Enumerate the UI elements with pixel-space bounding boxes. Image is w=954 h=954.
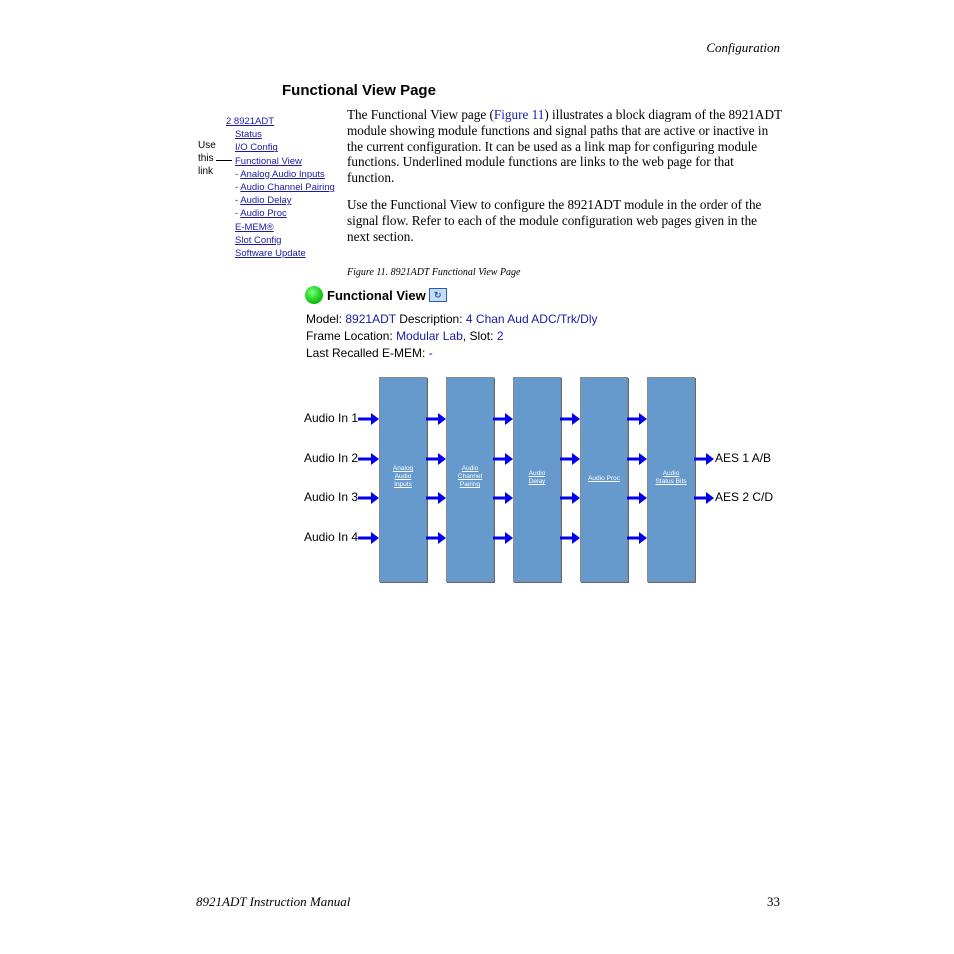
nav-link-audio-proc[interactable]: Audio Proc <box>240 208 287 220</box>
nav-link-status[interactable]: Status <box>235 129 262 141</box>
block-label-line: Audio Proc <box>588 475 620 482</box>
slot-label: , Slot: <box>462 329 494 343</box>
input-arrow-1 <box>358 413 379 425</box>
para-text: ) illustrates a block diagram of the 8921ADT module showing module functions and signal paths that are active or inactive in the current configuration. It can be used as a link map for configuring module functions. Underlined module functions are links to the web page for that function. <box>347 107 782 186</box>
link-arrow-1-4 <box>426 532 446 544</box>
nav-link-software-update[interactable]: Software Update <box>235 248 306 260</box>
block-label-line: Pairing <box>459 481 481 488</box>
nav-caption-line: link <box>198 166 214 177</box>
link-arrow-3-1 <box>560 413 580 425</box>
nav-link-audio-channel-pairing[interactable]: Audio Channel Pairing <box>240 182 335 194</box>
nav-link-functional-view[interactable]: Functional View <box>235 155 302 167</box>
frame-label: Frame Location: <box>306 329 393 343</box>
block-label-line: Inputs <box>394 481 412 488</box>
footer-manual-title: 8921ADT Instruction Manual <box>196 894 351 909</box>
output-label-aes1: AES 1 A/B <box>715 451 772 465</box>
functional-view-heading: Functional View <box>327 287 426 303</box>
block-label-line: Analog <box>392 465 414 472</box>
nav-item-audio-channel-pairing: - Audio Channel Pairing <box>235 182 335 194</box>
model-label: Model: <box>306 312 343 326</box>
section-title: Functional View Page <box>282 82 436 99</box>
block-label-line: Delay <box>528 478 546 485</box>
emem-label: Last Recalled E-MEM: <box>306 346 426 360</box>
figure-caption: Figure 11. 8921ADT Functional View Page <box>347 267 521 278</box>
input-label-3: Audio In 3 <box>304 490 359 504</box>
model-value: 8921ADT <box>345 312 396 326</box>
nav-link-slot-config[interactable]: Slot Config <box>235 234 282 246</box>
slot-value: 2 <box>496 329 504 343</box>
nav-caption-line: Use <box>198 140 216 151</box>
link-arrow-1-3 <box>426 492 446 504</box>
link-arrow-2-3 <box>493 492 513 504</box>
block-label-line: Status Bits <box>655 478 687 485</box>
output-arrow-1 <box>694 453 714 465</box>
nav-item-analog-audio-inputs: - Analog Audio Inputs <box>235 168 325 180</box>
running-header: Configuration <box>706 40 780 55</box>
figure-link[interactable]: Figure 11 <box>493 107 545 122</box>
nav-item-audio-proc: - Audio Proc <box>235 208 287 220</box>
nav-link-io-config[interactable]: I/O Config <box>235 142 278 154</box>
link-arrow-4-1 <box>627 413 647 425</box>
page-number: 33 <box>767 894 780 909</box>
nav-link-audio-delay[interactable]: Audio Delay <box>240 195 292 207</box>
nav-link-e-mem[interactable]: E-MEM® <box>235 221 274 233</box>
block-label-line: Audio <box>528 470 546 477</box>
para-text: The Functional View page ( <box>347 107 494 122</box>
link-arrow-4-3 <box>627 492 647 504</box>
block-label-line: Audio <box>461 465 479 472</box>
nav-item-audio-delay: - Audio Delay <box>235 195 292 207</box>
input-label-4: Audio In 4 <box>304 530 359 544</box>
link-arrow-3-3 <box>560 492 580 504</box>
link-arrow-2-1 <box>493 413 513 425</box>
nav-link-module[interactable]: 2 8921ADT <box>226 116 275 127</box>
description-value: 4 Chan Aud ADC/Trk/Dly <box>465 312 598 326</box>
emem-value: - <box>428 346 433 360</box>
frame-value: Modular Lab <box>396 329 463 343</box>
input-arrow-2 <box>358 453 379 465</box>
link-arrow-4-2 <box>627 453 647 465</box>
link-arrow-3-4 <box>560 532 580 544</box>
input-label-2: Audio In 2 <box>304 451 359 465</box>
description-label: Description: <box>399 312 463 326</box>
usage-paragraph: Use the Functional View to configure the 8921ADT module in the order of the signal flow. Refer to each of the module configuration web pages given in the next section. <box>347 197 762 244</box>
link-arrow-4-4 <box>627 532 647 544</box>
nav-link-analog-audio-inputs[interactable]: Analog Audio Inputs <box>240 168 325 180</box>
input-arrow-3 <box>358 492 379 504</box>
refresh-icon[interactable]: ↻ <box>429 288 447 302</box>
input-arrow-4 <box>358 532 379 544</box>
block-label-line: Audio <box>662 470 680 477</box>
output-label-aes2: AES 2 C/D <box>715 490 774 504</box>
input-label-1: Audio In 1 <box>304 411 359 425</box>
link-arrow-2-2 <box>493 453 513 465</box>
nav-caption-line: this <box>198 153 214 164</box>
link-arrow-1-2 <box>426 453 446 465</box>
link-arrow-2-4 <box>493 532 513 544</box>
output-arrow-2 <box>694 492 714 504</box>
link-arrow-3-2 <box>560 453 580 465</box>
block-label-line: Audio <box>394 473 412 480</box>
block-label-line: Channel <box>457 473 483 480</box>
link-arrow-1-1 <box>426 413 446 425</box>
